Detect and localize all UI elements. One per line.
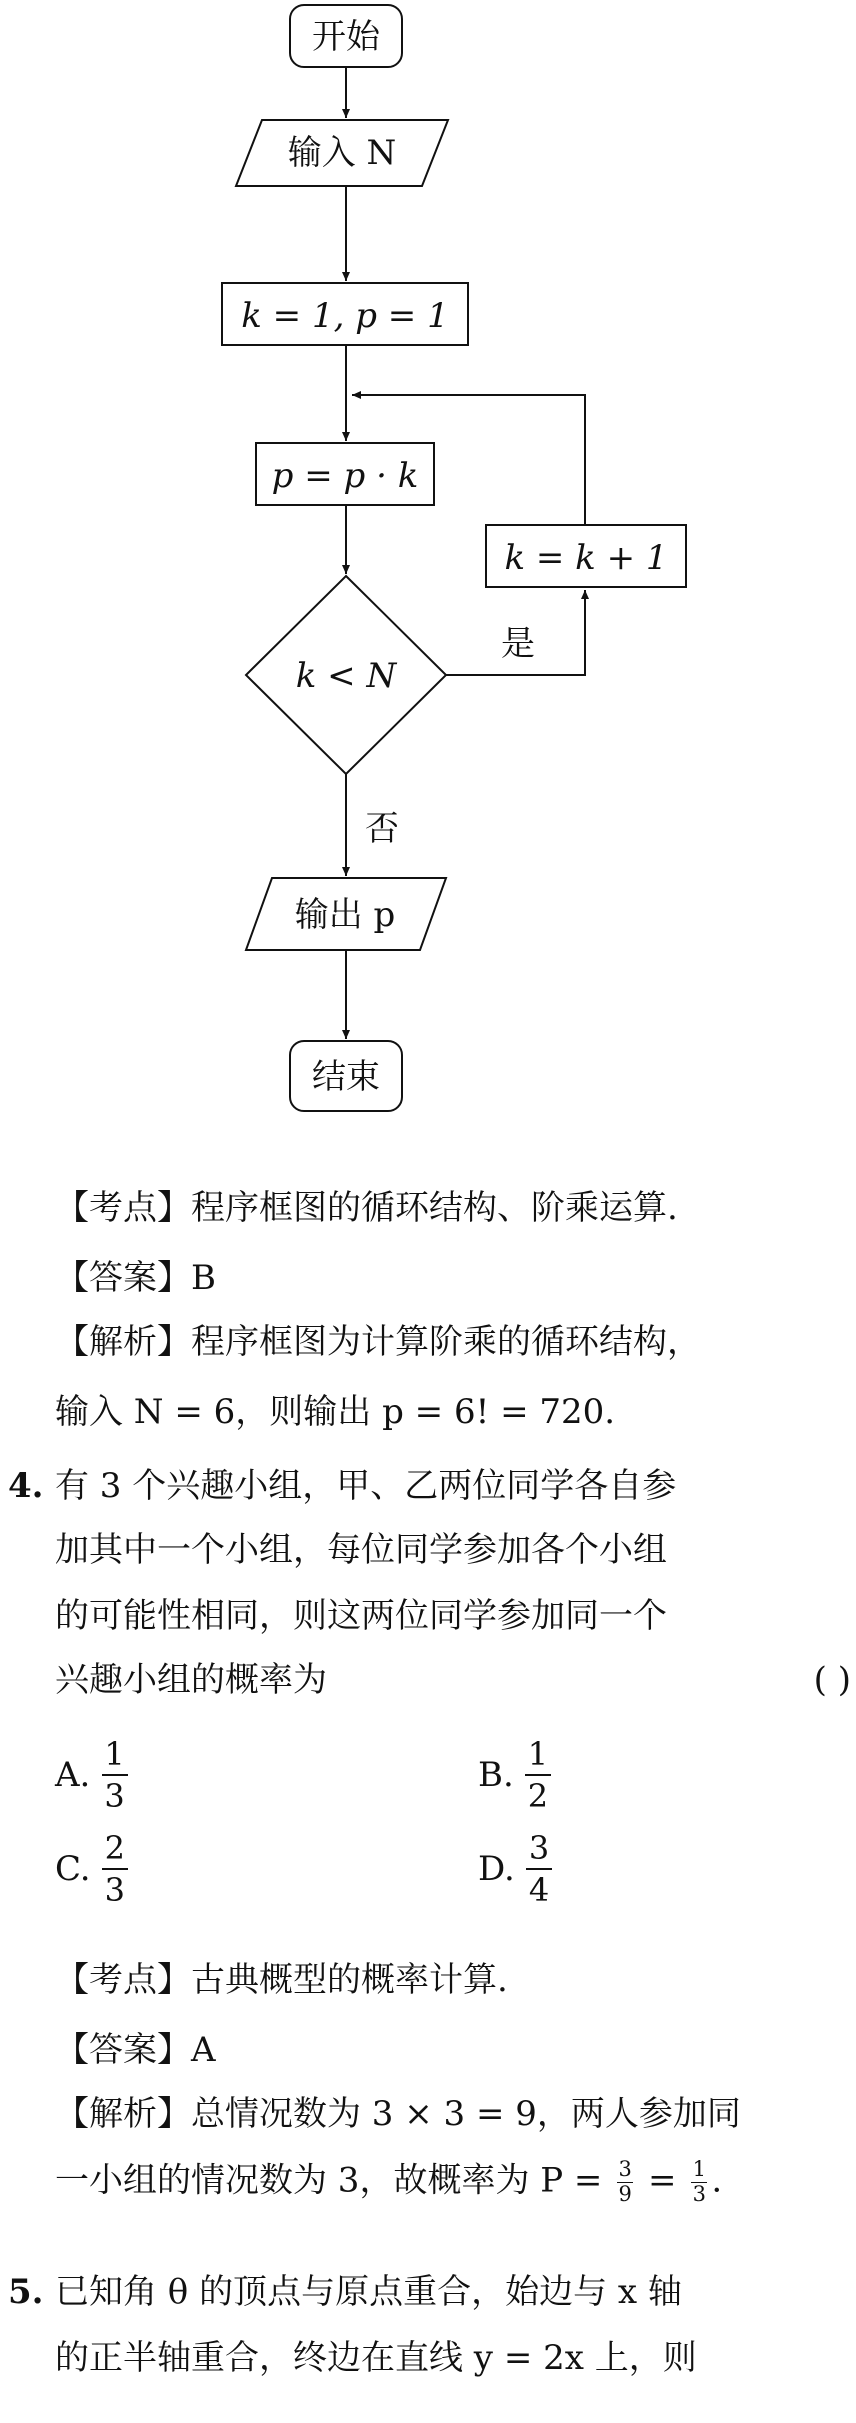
question-4-number: 4. <box>8 1466 44 1506</box>
daan-text: B <box>191 1258 216 1298</box>
question-5-number: 5. <box>8 2272 44 2312</box>
kaodian-label: 【考点】 <box>55 1960 191 2000</box>
input-label: 输入 N <box>287 133 397 173</box>
denominator: 3 <box>104 1871 125 1909</box>
option-label: A. <box>55 1755 91 1795</box>
option-fraction <box>524 1735 552 1815</box>
kaodian-text: 程序框图的循环结构、阶乘运算. <box>191 1188 678 1228</box>
q4-jiexi-line2: 一小组的情况数为 3，故概率为 P = $\frac{3}{9}$ = $\frac{1}{3}$ . <box>55 2157 723 2206</box>
fraction-bar <box>525 1774 551 1776</box>
q3-kaodian <box>55 1188 678 1229</box>
denominator: 4 <box>528 1871 550 1909</box>
option-label: B. <box>478 1755 514 1795</box>
denominator: 3 <box>692 2181 707 2206</box>
q3-jiexi <box>55 1322 701 1363</box>
denominator: 2 <box>527 1777 549 1815</box>
denominator: 9 <box>618 2181 632 2206</box>
kaodian-text: 古典概型的概率计算. <box>191 1960 508 2000</box>
option-fraction <box>100 1735 128 1815</box>
option-b[interactable] <box>478 1735 552 1815</box>
q5-stem-line2: 的正半轴重合，终边在直线 y = 2x 上，则 <box>55 2338 697 2378</box>
init-label: k = 1, p = 1 <box>241 296 449 336</box>
equals-sign: = <box>648 2160 677 2201</box>
q4-kaodian <box>55 1960 508 2001</box>
numerator: 1 <box>527 1735 549 1773</box>
jiexi-label: 【解析】 <box>55 1322 191 1362</box>
end-label: 结束 <box>312 1057 380 1097</box>
yes-label: 是 <box>501 624 535 664</box>
fraction-bar <box>102 1868 128 1870</box>
increment-label: k = k + 1 <box>504 538 668 578</box>
kaodian-label: 【考点】 <box>55 1188 191 1228</box>
numerator: 3 <box>528 1829 550 1867</box>
inline-fraction-1-3 <box>691 2157 707 2206</box>
q4-stem-line3: 的可能性相同，则这两位同学参加同一个 <box>55 1596 667 1636</box>
q3-daan <box>55 1258 216 1299</box>
start-label: 开始 <box>312 17 380 57</box>
jiexi-text: 程序框图为计算阶乘的循环结构， <box>191 1322 701 1362</box>
option-c[interactable] <box>55 1829 129 1909</box>
fraction-bar <box>526 1868 552 1870</box>
condition-label: k < N <box>295 656 397 696</box>
jiexi-line2-text: 一小组的情况数为 3，故概率为 P = <box>55 2160 603 2201</box>
q4-daan <box>55 2030 216 2071</box>
numerator: 1 <box>692 2157 707 2181</box>
daan-text: A <box>191 2030 216 2070</box>
numerator: 1 <box>104 1735 125 1773</box>
process-label: p = p · k <box>271 456 419 496</box>
q4-stem-line1: 有 3 个兴趣小组，甲、乙两位同学各自参 <box>55 1466 677 1506</box>
q3-jiexi-line2: 输入 N = 6，则输出 p = 6! = 720. <box>55 1392 616 1432</box>
option-a[interactable] <box>55 1735 129 1815</box>
program-flowchart <box>0 0 856 1140</box>
numerator: 2 <box>104 1829 125 1867</box>
jiexi-text: 总情况数为 3 × 3 = 9，两人参加同 <box>191 2094 741 2134</box>
jiexi-label: 【解析】 <box>55 2094 191 2134</box>
numerator: 3 <box>618 2157 632 2181</box>
daan-label: 【答案】 <box>55 2030 191 2070</box>
option-label: C. <box>55 1849 91 1889</box>
option-d[interactable] <box>478 1829 553 1909</box>
q5-stem-line1: 已知角 θ 的顶点与原点重合，始边与 x 轴 <box>55 2272 682 2312</box>
output-label: 输出 p <box>294 895 396 935</box>
inline-fraction-3-9 <box>617 2157 633 2206</box>
daan-label: 【答案】 <box>55 1258 191 1298</box>
q4-jiexi <box>55 2094 741 2135</box>
fraction-bar <box>102 1774 128 1776</box>
denominator: 3 <box>104 1777 125 1815</box>
option-label: D. <box>478 1849 515 1889</box>
answer-bracket: ( ) <box>813 1660 851 1700</box>
option-fraction <box>525 1829 553 1909</box>
no-label: 否 <box>365 809 399 849</box>
q4-stem-line4: 兴趣小组的概率为 <box>55 1660 327 1700</box>
option-fraction <box>101 1829 129 1909</box>
q4-stem-line2: 加其中一个小组，每位同学参加各个小组 <box>55 1530 667 1570</box>
